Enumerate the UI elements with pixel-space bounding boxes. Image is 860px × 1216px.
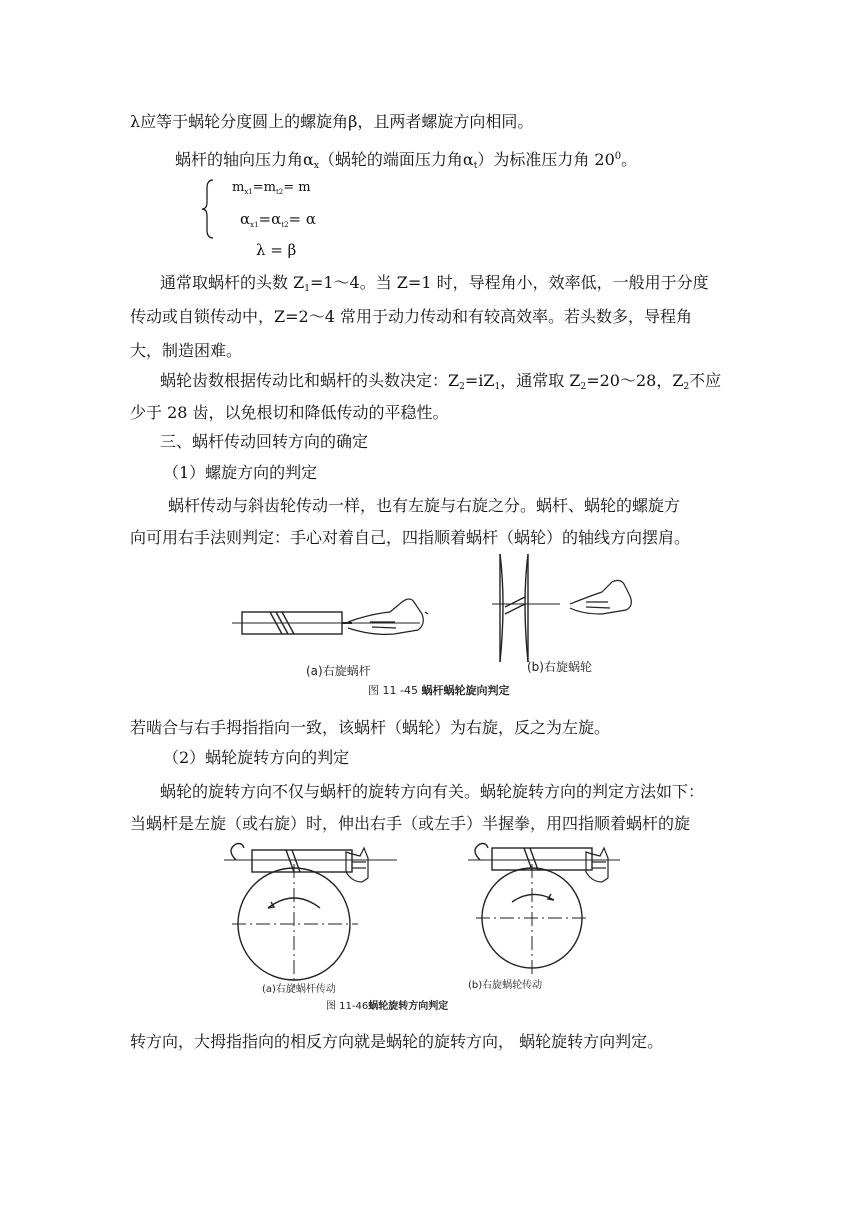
right-hand-icon [348, 599, 428, 634]
figure-11-45 [230, 552, 650, 702]
paragraph-line: 蜗轮齿数根据传动比和蜗杆的头数决定：$Z_2=iZ_1$，通常取 $Z_2=20\sim 28$，$Z_2$不应 [160, 371, 722, 392]
figure-label-b: (b)右旋蜗轮 [527, 660, 592, 674]
figure-caption: 图 11 -45 蜗杆蜗轮旋向判定 [368, 684, 510, 697]
equation-lead-angle: λ = β [256, 241, 297, 259]
brace-icon [201, 178, 217, 240]
figure-label-a: (a)右旋蜗杆传动 [262, 984, 336, 995]
paragraph-line: 当蜗杆是左旋（或右旋）时，伸出右手（或左手）半握拳，用四指顺着蜗杆的旋 [130, 814, 691, 833]
equation-pressure-angle: $\alpha_{x1}=\alpha_{t2}= \alpha$ [240, 210, 316, 229]
paragraph-line: 蜗杆的轴向压力角$\alpha_x$（蜗轮的端面压力角$\alpha_t$）为标准压力角 $20^0$。 [175, 150, 638, 171]
figure-label-b: (b)右旋蜗轮传动 [468, 980, 543, 991]
paragraph-line: 蜗杆传动与斜齿轮传动一样，也有左旋与右旋之分。蜗杆、蜗轮的螺旋方 [168, 496, 681, 515]
paragraph-line: 大，制造困难。 [130, 341, 243, 360]
thumb-up-hand-icon [586, 848, 608, 882]
paragraph-line: 少于 28 齿，以免根切和降低传动的平稳性。 [130, 403, 449, 422]
figure-label-a: (a)右旋蜗杆 [306, 664, 371, 678]
right-hand-icon [570, 580, 631, 614]
paragraph-line: 通常取蜗杆的头数 $Z_1=1\sim 4$。当 Z=1 时，导程角小，效率低，一般用于分度 [160, 273, 709, 294]
paragraph-line: 若啮合与右手拇指指向一致，该蜗杆（蜗轮）为右旋，反之为左旋。 [130, 718, 611, 737]
figure-caption: 图 11-46蜗轮旋转方向判定 [326, 1001, 449, 1012]
paragraph-line: 向可用右手法则判定：手心对着自己，四指顺着蜗杆（蜗轮）的轴线方向摆肩。 [130, 528, 691, 547]
figure-11-46 [222, 838, 622, 998]
subsection-heading: （1）螺旋方向的判定 [163, 463, 318, 482]
paragraph-line: 蜗轮的旋转方向不仅与蜗杆的旋转方向有关。蜗轮旋转方向的判定方法如下： [160, 782, 705, 801]
paragraph-line: 传动或自锁传动中，Z=2～4 常用于动力传动和有较高效率。若头数多，导程角 [130, 307, 692, 326]
paragraph-line: λ应等于蜗轮分度圆上的螺旋角β，且两者螺旋方向相同。 [130, 112, 534, 131]
section-heading: 三、蜗杆传动回转方向的确定 [160, 432, 369, 451]
equation-module: $m_{x1}=m_{t2}= m$ [232, 180, 311, 196]
thumb-up-hand-icon [346, 848, 368, 882]
right-hand-worm-drive-diagram [224, 844, 397, 989]
right-hand-worm-wheel-drive-diagram [468, 844, 620, 979]
subsection-heading: （2）蜗轮旋转方向的判定 [163, 748, 350, 767]
paragraph-line: 转方向，大拇指指向的相反方向就是蜗轮的旋转方向， 蜗轮旋转方向判定。 [130, 1032, 664, 1051]
right-hand-worm-wheel-diagram [492, 554, 560, 662]
right-hand-worm-diagram [232, 612, 420, 634]
